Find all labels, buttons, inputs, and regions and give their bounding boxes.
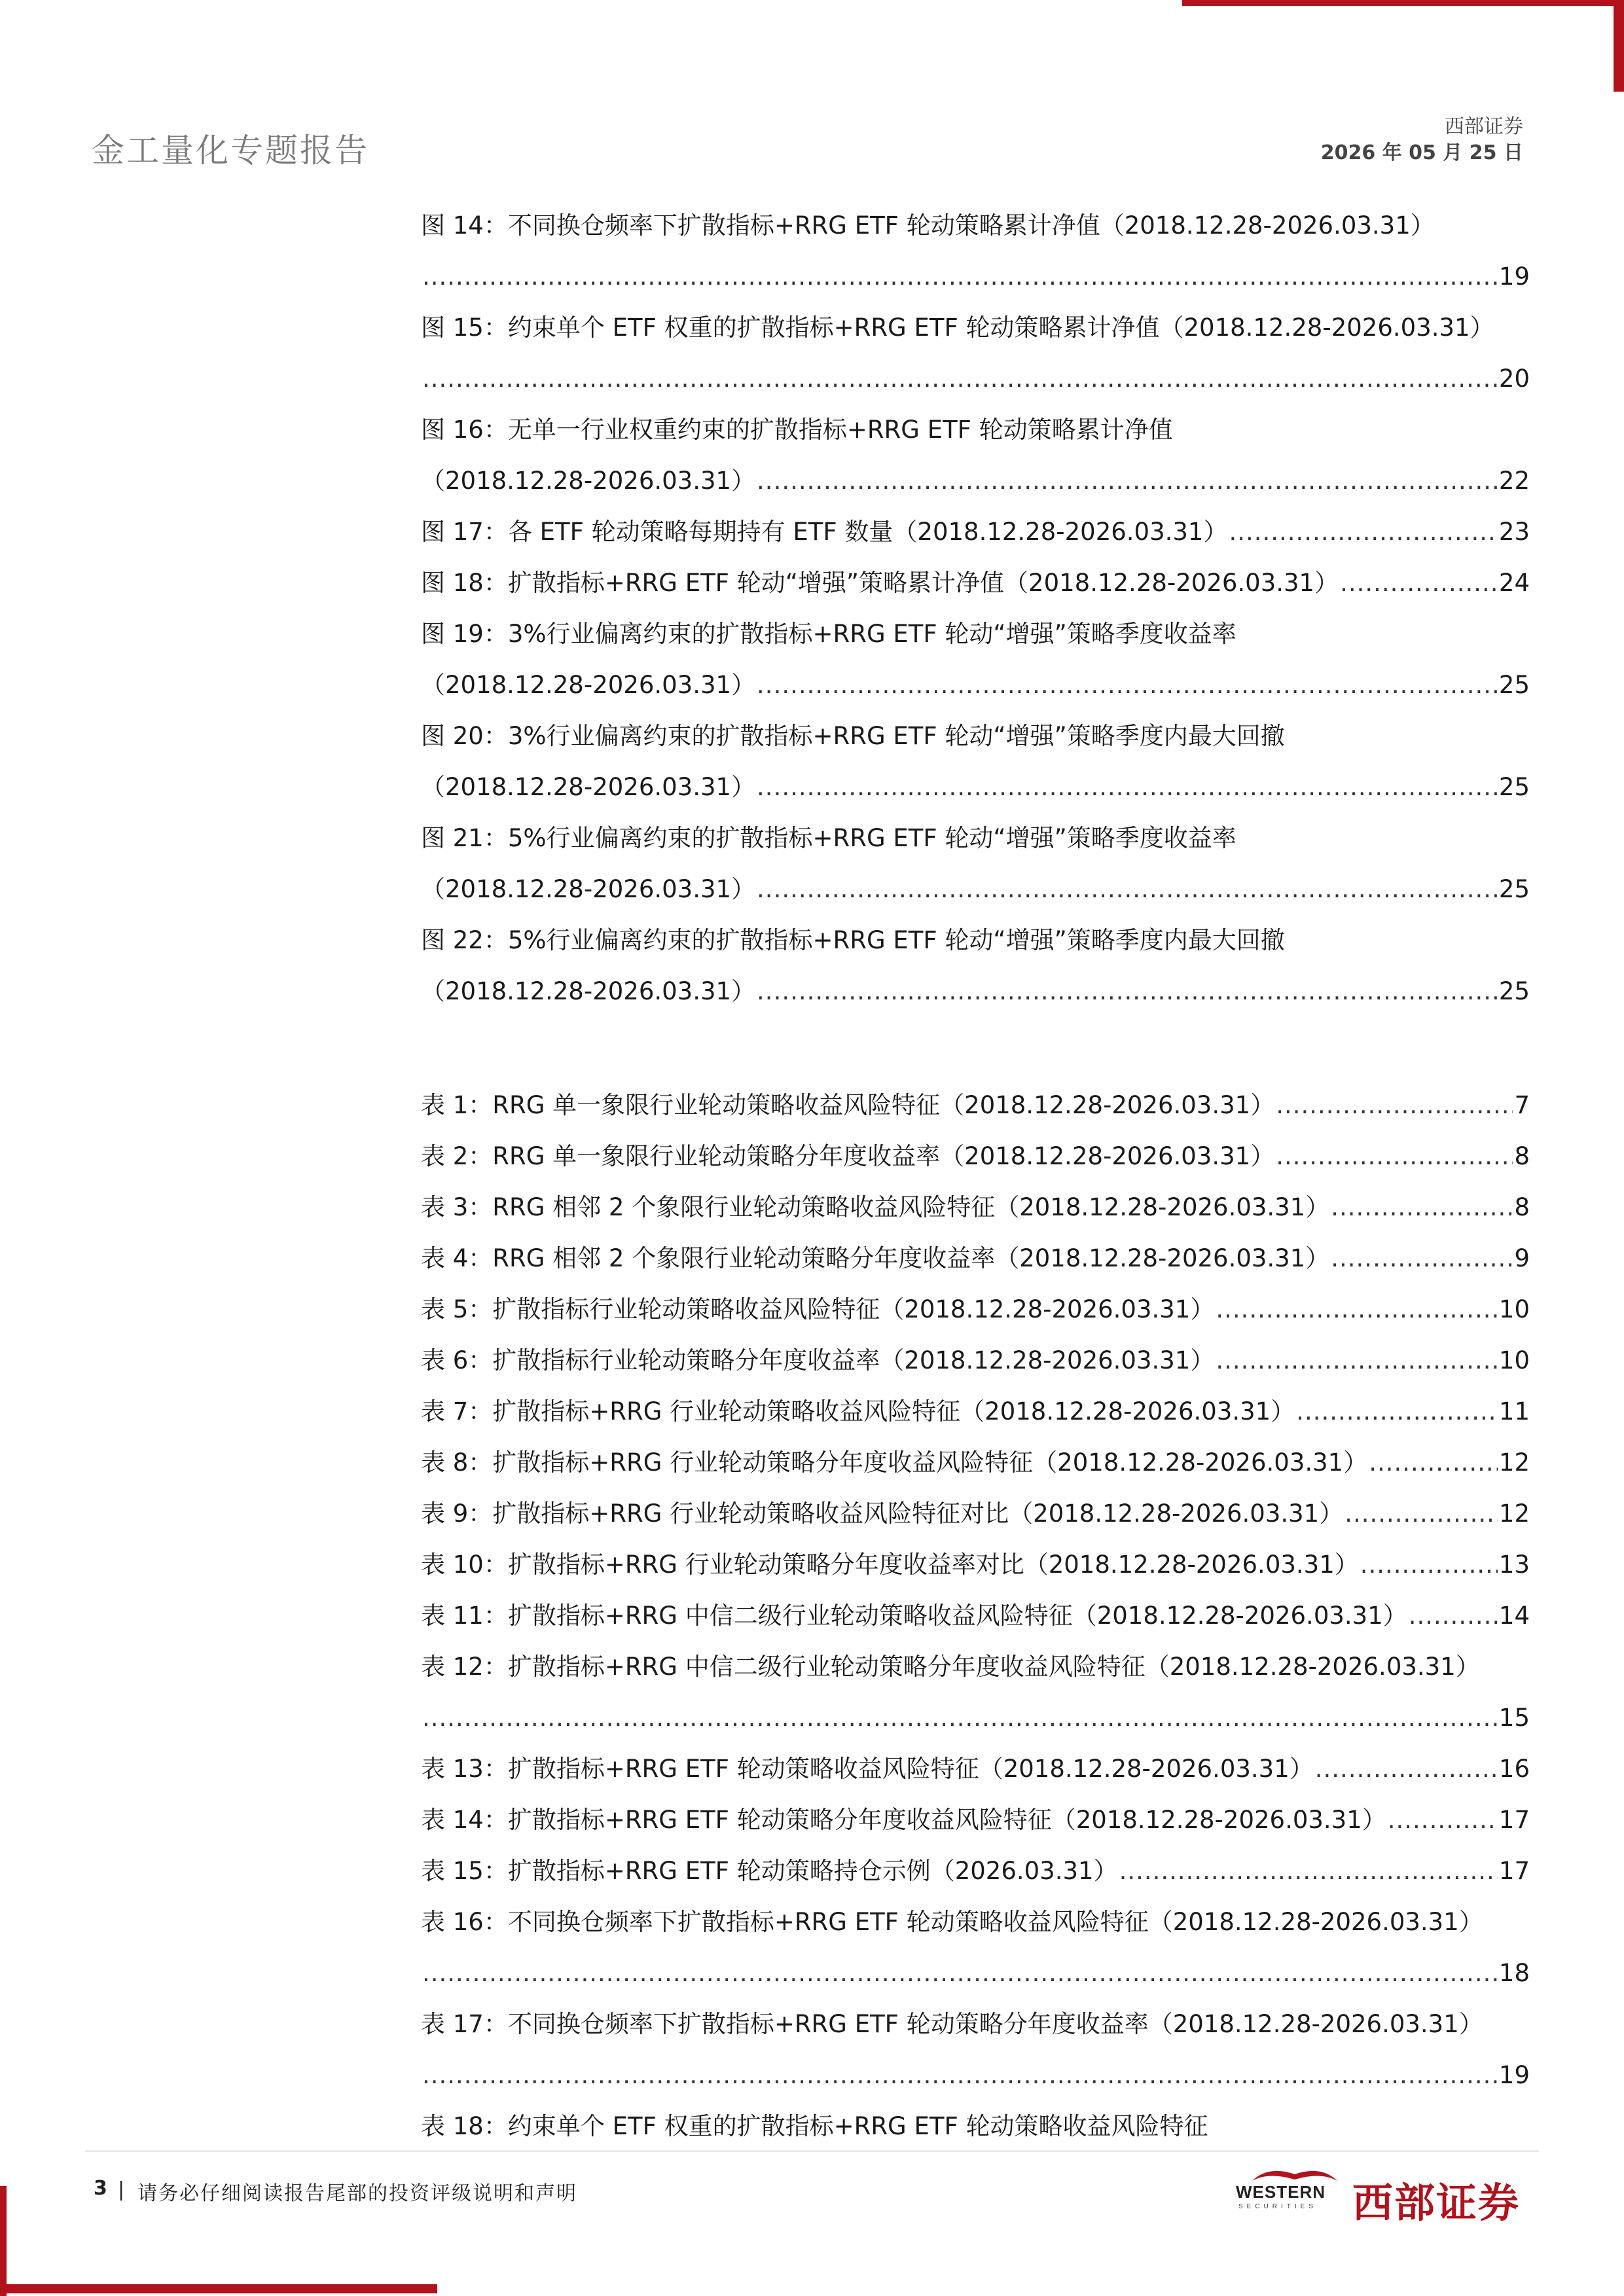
toc-entry-text: 表 7：扩散指标+RRG 行业轮动策略收益风险特征（2018.12.28-2026.03.31） — [421, 1397, 1295, 1426]
leader-dots — [1216, 1284, 1498, 1335]
toc-entry-text: 图 16：无单一行业权重约束的扩散指标+RRG ETF 轮动策略累计净值 — [421, 416, 1173, 444]
leader-dots — [1331, 1182, 1513, 1233]
toc-page-number: 19 — [1498, 2061, 1530, 2089]
toc-entry-table-15[interactable] — [421, 1846, 1530, 1897]
toc-entry-text: 图 22：5%行业偏离约束的扩散指标+RRG ETF 轮动“增强”策略季度内最大回撤 — [421, 926, 1285, 954]
leader-dots — [757, 864, 1498, 915]
leader-dots — [1409, 1590, 1498, 1641]
logo-english-sub: SECURITIES — [1238, 2203, 1318, 2210]
toc-page-number: 18 — [1498, 1959, 1530, 1987]
toc-page-number: 7 — [1514, 1091, 1530, 1119]
leader-dots — [1315, 1744, 1498, 1795]
toc-entry-text: 表 16：不同换仓频率下扩散指标+RRG ETF 轮动策略收益风险特征（2018.12.28-2026.03.31） — [421, 1908, 1483, 1936]
toc-page-number: 11 — [1498, 1397, 1530, 1426]
toc-entry-text: 图 17：各 ETF 轮动策略每期持有 ETF 数量（2018.12.28-2026.03.31） — [421, 518, 1228, 546]
toc-entry-table-10[interactable] — [421, 1539, 1530, 1590]
leader-dots — [1276, 1131, 1513, 1182]
toc-entry-text: 图 20：3%行业偏离约束的扩散指标+RRG ETF 轮动“增强”策略季度内最大回撤 — [421, 722, 1285, 750]
toc-entry-table-13[interactable] — [421, 1744, 1530, 1795]
toc-entry-table-9[interactable] — [421, 1488, 1530, 1539]
leader-dots — [422, 2050, 1498, 2101]
toc-entry-table-4[interactable] — [421, 1233, 1530, 1284]
toc-page-number: 25 — [1498, 977, 1530, 1005]
toc-entry-table-7[interactable] — [421, 1386, 1530, 1437]
toc-entry-text: 图 18：扩散指标+RRG ETF 轮动“增强”策略累计净值（2018.12.28-2026.03.31） — [421, 569, 1339, 597]
toc-entry-cont: （2018.12.28-2026.03.31） — [421, 977, 756, 1005]
table-of-contents — [421, 200, 1530, 2152]
toc-entry-figure-18[interactable] — [421, 558, 1530, 609]
toc-entry-text: 表 14：扩散指标+RRG ETF 轮动策略分年度收益风险特征（2018.12.28-2026.03.31） — [421, 1806, 1386, 1834]
toc-entry-text: 表 5：扩散指标行业轮动策略收益风险特征（2018.12.28-2026.03.31） — [421, 1295, 1215, 1323]
bottom-red-bar — [0, 2284, 437, 2293]
leader-dots — [1229, 507, 1497, 558]
toc-entry-text: 图 15：约束单个 ETF 权重的扩散指标+RRG ETF 轮动策略累计净值（2018.12.28-2026.03.31） — [421, 314, 1494, 342]
toc-entry-text: 表 11：扩散指标+RRG 中信二级行业轮动策略收益风险特征（2018.12.28-2026.03.31） — [421, 1602, 1407, 1630]
header-company: 西部证券 — [1445, 115, 1523, 138]
toc-entry-cont: （2018.12.28-2026.03.31） — [421, 467, 756, 495]
leader-dots — [422, 1693, 1498, 1744]
toc-entry-text: 表 2：RRG 单一象限行业轮动策略分年度收益率（2018.12.28-2026.03.31） — [421, 1142, 1275, 1170]
toc-entry-text: 表 3：RRG 相邻 2 个象限行业轮动策略收益风险特征（2018.12.28-2026.03.31） — [421, 1193, 1330, 1221]
toc-entry-table-1[interactable] — [421, 1080, 1530, 1131]
toc-page-number: 9 — [1514, 1244, 1530, 1272]
leader-dots — [422, 353, 1498, 404]
western-securities-logo — [1236, 2164, 1530, 2227]
toc-entry-text: 图 21：5%行业偏离约束的扩散指标+RRG ETF 轮动“增强”策略季度收益率 — [421, 824, 1236, 852]
toc-page-number: 20 — [1498, 365, 1530, 393]
toc-page-number: 14 — [1498, 1602, 1530, 1630]
leader-dots — [757, 762, 1498, 813]
logo-chinese: 西部证券 — [1352, 2179, 1521, 2227]
toc-entry-figure-21[interactable] — [421, 813, 1530, 915]
toc-entry-table-18[interactable] — [421, 2101, 1530, 2152]
toc-page-number: 8 — [1514, 1142, 1530, 1170]
top-right-red-bar — [1614, 0, 1624, 92]
toc-entry-figure-17[interactable] — [421, 507, 1530, 558]
toc-page-number: 12 — [1498, 1499, 1530, 1528]
toc-entry-text: 图 14：不同换仓频率下扩散指标+RRG ETF 轮动策略累计净值（2018.12.28-2026.03.31） — [421, 211, 1435, 240]
toc-page-number: 19 — [1498, 262, 1530, 291]
toc-entry-text: 表 18：约束单个 ETF 权重的扩散指标+RRG ETF 轮动策略收益风险特征 — [421, 2112, 1208, 2140]
toc-entry-text: 表 4：RRG 相邻 2 个象限行业轮动策略分年度收益率（2018.12.28-2026.03.31） — [421, 1244, 1330, 1272]
leader-dots — [1296, 1386, 1498, 1437]
top-red-bar — [1182, 0, 1624, 6]
leader-dots — [422, 1948, 1498, 1999]
toc-page-number: 8 — [1514, 1193, 1530, 1221]
leader-dots — [1331, 1233, 1513, 1284]
toc-page-number: 17 — [1498, 1806, 1530, 1834]
footer-disclaimer: 请务必仔细阅读报告尾部的投资评级说明和声明 — [137, 2182, 577, 2205]
toc-page-number: 10 — [1498, 1295, 1530, 1323]
bottom-left-red-bar — [0, 2186, 7, 2296]
toc-entry-text: 表 8：扩散指标+RRG 行业轮动策略分年度收益风险特征（2018.12.28-2026.03.31） — [421, 1448, 1368, 1477]
bull-horns-icon — [1249, 2164, 1341, 2183]
leader-dots — [1344, 1488, 1498, 1539]
toc-entry-figure-19[interactable] — [421, 609, 1530, 711]
toc-entry-table-16[interactable] — [421, 1897, 1530, 1999]
leader-dots — [757, 660, 1498, 711]
toc-entry-text: 表 1：RRG 单一象限行业轮动策略收益风险特征（2018.12.28-2026.03.31） — [421, 1091, 1275, 1119]
toc-entry-text: 表 17：不同换仓频率下扩散指标+RRG ETF 轮动策略分年度收益率（2018.12.28-2026.03.31） — [421, 2010, 1483, 2038]
leader-dots — [1276, 1080, 1513, 1131]
toc-page-number: 12 — [1498, 1448, 1530, 1477]
footer-separator: | — [118, 2178, 125, 2201]
logo-english: WESTERN — [1236, 2182, 1326, 2202]
page-number: 3 — [94, 2177, 107, 2200]
toc-page-number: 22 — [1498, 467, 1530, 495]
leader-dots — [757, 966, 1498, 1017]
section-gap — [421, 1017, 1530, 1080]
toc-entry-text: 表 15：扩散指标+RRG ETF 轮动策略持仓示例（2026.03.31） — [421, 1857, 1118, 1885]
leader-dots — [1360, 1539, 1498, 1590]
report-type-title: 金工量化专题报告 — [92, 132, 369, 170]
toc-entry-text: 表 10：扩散指标+RRG 行业轮动策略分年度收益率对比（2018.12.28-2026.03.31） — [421, 1551, 1359, 1579]
toc-entry-table-8[interactable] — [421, 1437, 1530, 1488]
toc-entry-text: 表 6：扩散指标行业轮动策略分年度收益率（2018.12.28-2026.03.31） — [421, 1346, 1215, 1374]
toc-entry-cont: （2018.12.28-2026.03.31） — [421, 875, 756, 903]
toc-entry-figure-22[interactable] — [421, 915, 1530, 1017]
toc-page-number: 17 — [1498, 1857, 1530, 1885]
toc-entry-table-12[interactable] — [421, 1641, 1530, 1744]
toc-page-number: 24 — [1498, 569, 1530, 597]
toc-entry-table-11[interactable] — [421, 1590, 1530, 1641]
leader-dots — [1369, 1437, 1498, 1488]
toc-page-number: 23 — [1498, 518, 1530, 546]
toc-entry-cont: （2018.12.28-2026.03.31） — [421, 671, 756, 699]
leader-dots — [1340, 558, 1498, 609]
toc-entry-table-5[interactable] — [421, 1284, 1530, 1335]
toc-page-number: 15 — [1498, 1704, 1530, 1732]
toc-entry-table-2[interactable] — [421, 1131, 1530, 1182]
toc-entry-table-3[interactable] — [421, 1182, 1530, 1233]
toc-page-number: 13 — [1498, 1551, 1530, 1579]
toc-entry-table-6[interactable] — [421, 1335, 1530, 1386]
leader-dots — [422, 251, 1498, 302]
toc-entry-text: 表 13：扩散指标+RRG ETF 轮动策略收益风险特征（2018.12.28-2026.03.31） — [421, 1755, 1314, 1783]
toc-entry-text: 表 9：扩散指标+RRG 行业轮动策略收益风险特征对比（2018.12.28-2026.03.31） — [421, 1499, 1344, 1528]
toc-page-number: 25 — [1498, 671, 1530, 699]
toc-entry-text: 图 19：3%行业偏离约束的扩散指标+RRG ETF 轮动“增强”策略季度收益率 — [421, 620, 1236, 648]
toc-entry-text: 表 12：扩散指标+RRG 中信二级行业轮动策略分年度收益风险特征（2018.12.28-2026.03.31） — [421, 1653, 1480, 1681]
toc-entry-figure-15[interactable] — [421, 302, 1530, 404]
toc-entry-figure-20[interactable] — [421, 711, 1530, 813]
leader-dots — [1388, 1795, 1498, 1846]
leader-dots — [1119, 1846, 1498, 1897]
toc-page-number: 25 — [1498, 875, 1530, 903]
toc-entry-table-14[interactable] — [421, 1795, 1530, 1846]
toc-page-number: 16 — [1498, 1755, 1530, 1783]
toc-entry-figure-16[interactable] — [421, 404, 1530, 507]
header-date: 2026 年 05 月 25 日 — [1320, 141, 1523, 164]
toc-page-number: 10 — [1498, 1346, 1530, 1374]
toc-page-number: 25 — [1498, 773, 1530, 801]
leader-dots — [1216, 1335, 1498, 1386]
toc-entry-cont: （2018.12.28-2026.03.31） — [421, 773, 756, 801]
toc-entry-figure-14[interactable] — [421, 200, 1530, 302]
leader-dots — [757, 456, 1498, 507]
toc-entry-table-17[interactable] — [421, 1999, 1530, 2101]
